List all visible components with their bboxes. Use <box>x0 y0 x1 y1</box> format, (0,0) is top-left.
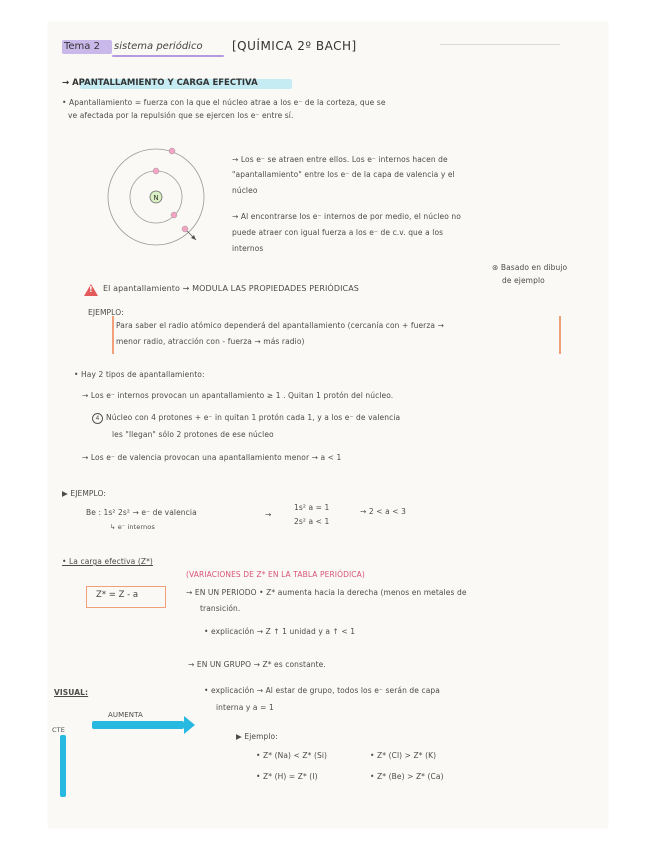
note1-line3: núcleo <box>232 186 258 195</box>
grupo-explanation-1: • explicación → Al estar de grupo, todos los e⁻ serán de capa <box>204 686 440 695</box>
faint-header-line <box>440 44 560 45</box>
ejemplo3-item1: • Z* (Na) < Z* (Si) <box>256 751 328 760</box>
grupo-explanation-2: interna y a = 1 <box>216 703 274 712</box>
be-result: → 2 < a < 3 <box>360 507 407 516</box>
carga-efectiva-heading: • La carga efectiva (Z*) <box>62 557 153 566</box>
note2-line2: puede atraer con igual fuerza a los e⁻ de c.v. que a los <box>232 228 444 237</box>
aumenta-arrow-bar <box>92 721 184 729</box>
aumenta-label: AUMENTA <box>108 711 143 719</box>
ejemplo3-label: ▶ Ejemplo: <box>236 732 278 741</box>
ejemplo1-label: EJEMPLO: <box>88 308 124 317</box>
electron-outer-top <box>169 148 175 154</box>
cte-label: CTE <box>52 726 65 734</box>
note1-line1: → Los e⁻ se atraen entre ellos. Los e⁻ internos hacen de <box>232 155 448 164</box>
electron-inner-top <box>153 168 159 174</box>
be-config: Be : 1s² 2s² → e⁻ de valencia <box>86 508 197 517</box>
grupo-line: → EN UN GRUPO → Z* es constante. <box>188 660 326 669</box>
section1-heading: → APANTALLAMIENTO Y CARGA EFECTIVA <box>62 78 258 88</box>
type1-line: → Los e⁻ internos provocan un apantallamiento ≥ 1 . Quitan 1 protón del núcleo. <box>82 391 394 400</box>
variations-title: (VARIACIONES DE Z* EN LA TABLA PERIÓDICA) <box>186 570 365 579</box>
ejemplo2-label: ▶ EJEMPLO: <box>62 489 107 498</box>
warning-line: El apantallamiento → MODULA LAS PROPIEDADES PERIÓDICAS <box>103 284 359 293</box>
apantallamiento-definition-1: • Apantallamiento = fuerza con la que el núcleo atrae a los e⁻ de la corteza, que se <box>62 98 386 107</box>
periodo-line1: → EN UN PERIODO • Z* aumenta hacia la derecha (menos en metales de <box>186 588 467 597</box>
zeff-formula: Z* = Z - a <box>96 590 139 600</box>
be-a2: 2s² a < 1 <box>294 517 330 526</box>
note1-line2: "apantallamiento" entre los e⁻ de la capa de valencia y el <box>232 170 455 179</box>
warning-icon <box>84 284 98 296</box>
electron-inner-bottom <box>171 212 177 218</box>
type2-line: → Los e⁻ de valencia provocan una apantallamiento menor → a < 1 <box>82 453 342 462</box>
constante-bar <box>60 735 66 797</box>
be-internal: ↳ e⁻ internos <box>110 523 155 531</box>
visual-label: VISUAL: <box>54 688 89 697</box>
apantallamiento-definition-2: ve afectada por la repulsión que se ejercen los e⁻ entre sí. <box>68 111 294 120</box>
title-underline <box>112 55 224 57</box>
atom-diagram <box>98 142 228 252</box>
note2-line1: → Al encontrarse los e⁻ internos de por medio, el núcleo no <box>232 212 461 221</box>
note2-line3: internos <box>232 244 264 253</box>
types-intro: • Hay 2 tipos de apantallamiento: <box>74 370 205 379</box>
be-a1: 1s² a = 1 <box>294 503 330 512</box>
subtitle-label: sistema periódico <box>114 41 203 52</box>
be-arrow: → <box>265 510 272 519</box>
ejemplo3-item4: • Z* (Be) > Z* (Ca) <box>370 772 444 781</box>
dibujo-note-2: de ejemplo <box>502 276 545 285</box>
topic-label: Tema 2 <box>64 41 100 52</box>
course-label: [QUÍMICA 2º BACH] <box>232 39 357 53</box>
ejemplo3-item2: • Z* (Cl) > Z* (K) <box>370 751 437 760</box>
nucleus-label: N <box>153 194 159 202</box>
dibujo-note-1: ⊛ Basado en dibujo <box>492 263 568 272</box>
type1-note-text: Núcleo con 4 protones + e⁻ in quitan 1 protón cada 1, y a los e⁻ de valencia <box>106 413 401 422</box>
aumenta-arrow-head <box>184 716 195 734</box>
periodo-explanation: • explicación → Z ↑ 1 unidad y a ↑ < 1 <box>204 627 356 636</box>
ejemplo1-line1: Para saber el radio atómico dependerá del apantallamiento (cercanía con + fuerza → <box>116 321 444 330</box>
ejemplo3-item3: • Z* (H) = Z* (I) <box>256 772 318 781</box>
type1-note-line1 <box>92 413 400 424</box>
number-circle-icon: 4 <box>92 413 103 424</box>
type1-note-line2: les "llegan" sólo 2 protones de ese núcleo <box>112 430 274 439</box>
periodo-line2: transición. <box>200 604 241 613</box>
ejemplo1-line2: menor radio, atracción con - fuerza → más radio) <box>116 337 305 346</box>
